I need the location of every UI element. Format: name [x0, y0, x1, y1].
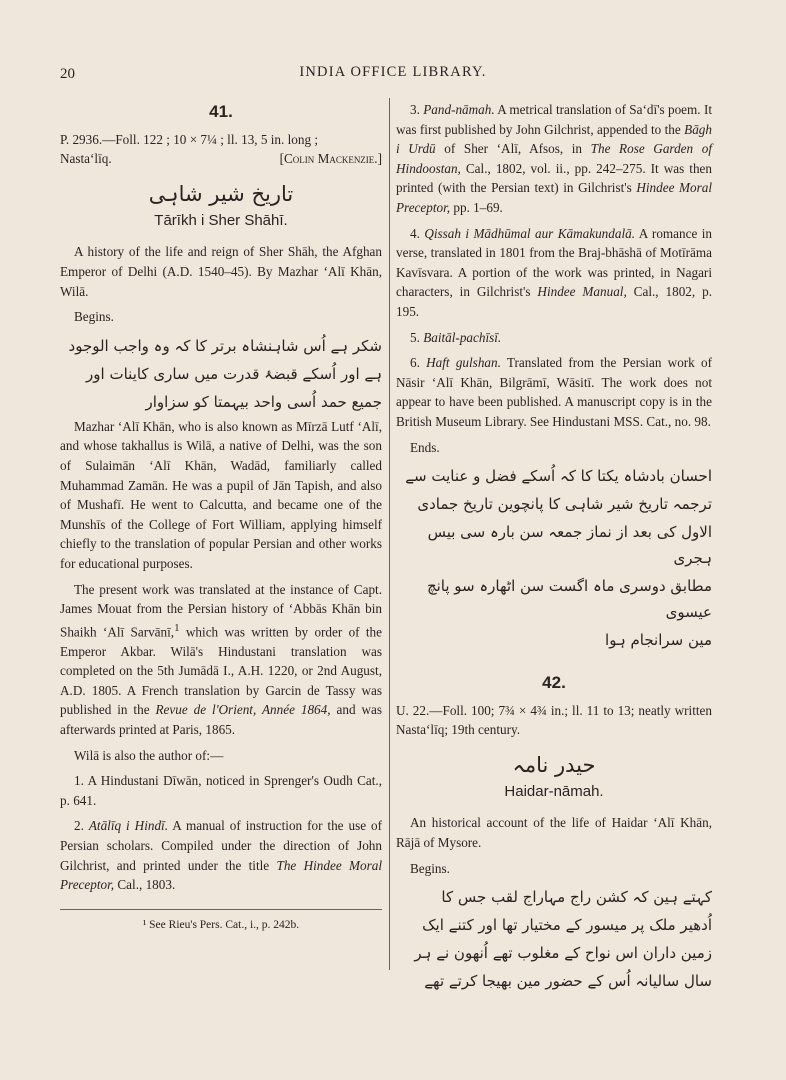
item5-num: 5.	[410, 329, 424, 345]
item6-title: Haft gulshan.	[426, 355, 501, 371]
column-divider	[389, 98, 390, 970]
item3-text3: Cal., 1802, vol. ii., pp. 242–275. It was then printed (with the Persian text) in Gilchrist's	[396, 160, 712, 196]
description-paragraph-42: An historical account of the life of Haidar ‘Alī Khān, Rājā of Mysore.	[396, 815, 712, 851]
urdu-begins-line-2: ہے اور اُسکے قبضۂ قدرت میں ساری کاینات اور	[86, 364, 382, 383]
item6-num: 6.	[410, 355, 427, 371]
footnote-rule	[60, 909, 382, 910]
urdu-ends-line-4: مطابق دوسری ماہ اگست سن اٹھارہ سو پانچ عیسوی	[426, 577, 712, 622]
begins-label: Begins.	[74, 309, 114, 325]
item3-title2: Bāgh i Urdū	[396, 121, 712, 157]
urdu-begins-42-line-4: سال سالیانہ اُس کے حضور مین بھیجا کرتے تھے	[424, 972, 712, 991]
item2-text2: Cal., 1803.	[114, 877, 176, 893]
work-item-1: 1. A Hindustani Dīwān, noticed in Sprenger's Oudh Cat., p. 641.	[60, 773, 382, 808]
urdu-begins-42-line-1: کہتے ہین کہ کشن راج مہاراج لقب جس کا	[441, 888, 712, 907]
urdu-title-41: تاریخ شیر شاہی	[148, 181, 294, 206]
urdu-begins-42-line-2: اُدھیر ملک پر میسور کے مختیار تھا اور کتنے ایک	[422, 916, 712, 935]
works-intro: Wilā is also the author of:—	[74, 747, 224, 763]
item2-text: A manual of instruction for the use of Persian scholars. Compiled under the direction of John Gilchrist, and printed under the title	[60, 818, 383, 873]
work-item-2	[60, 816, 382, 894]
ends-label: Ends.	[410, 439, 440, 455]
urdu-ends-line-1: احسان بادشاہ یکتا کا کہ اُسکے فضل و عنایت سے	[405, 467, 712, 486]
entry-number-42: 42.	[542, 673, 566, 693]
item4-title2: Hindee Manual,	[537, 284, 627, 300]
author-paragraph: Mazhar ‘Alī Khān, who is also known as Mīrzā Lutf ‘Alī, and whose takhallus is Wilā, a native of Delhi, was the son of Sulaimān ‘Alī Khān, Wadād, familiarly called Muhammad Zamān. He was a pupil of Jān Tapish, and also of Mushafī. He went to Calcutta, and became one of the Munshīs of the College of Fort William, applying himself chiefly to the translation of popular Persian and other works for educational purposes.	[60, 418, 382, 571]
item3-text: A metrical translation of Sa‘dī's poem. It was first published by John Gilchrist, appended to the	[396, 102, 712, 137]
item2-title: Atālīq i Hindī.	[88, 818, 169, 834]
item4-text2: Cal., 1802, p. 195.	[396, 284, 712, 319]
english-title-41: Tārīkh i Sher Shāhī.	[154, 211, 288, 229]
urdu-ends-line-2: ترجمہ تاریخ شیر شاہی کا پانچوین تاریخ جمادی	[417, 495, 712, 514]
item5-title: Baitāl-pachīsī.	[423, 329, 502, 345]
item4-num: 4.	[410, 225, 425, 241]
item3-text4: pp. 1–69.	[450, 199, 503, 215]
work-item-3	[396, 100, 712, 218]
shelfmark-line2	[60, 149, 382, 169]
urdu-begins-42-line-3: زمین داران اس نواح کے مغلوب تھے اُنھون نے ہر	[414, 944, 712, 963]
page-number: 20	[60, 66, 75, 82]
entry-number-41: 41.	[209, 102, 233, 121]
item2-title2: The Hindee Moral Preceptor,	[60, 857, 382, 893]
item3-num: 3.	[410, 102, 424, 117]
translation-text-a: The present work was translated at the instance of Capt. James Mouat from the Persian history of ‘Abbās Khān bin Shaikh ‘Alī Sarvānī,	[60, 581, 382, 640]
left-column	[60, 100, 382, 935]
work-item-6	[396, 353, 712, 431]
shelfmark-line1: P. 2936.—Foll. 122 ; 10 × 7¼ ; ll. 13, 5 in. long ;	[60, 131, 319, 147]
right-column	[396, 100, 712, 996]
item3-title3: The Rose Garden of Hindoostan,	[396, 141, 712, 176]
script-note: Nasta‘līq.	[60, 151, 112, 167]
translation-text-c: and was afterwards printed at Paris, 1865.	[60, 702, 382, 738]
item3-title4: Hindee Moral Preceptor,	[396, 180, 712, 215]
item3-text2: of Sher ‘Alī, Afsos, in	[435, 141, 591, 157]
collection-name: [Colin Mackenzie.]	[279, 151, 382, 167]
item3-title: Pand-nāmah.	[423, 102, 495, 117]
item6-text: Translated from the Persian work of Nāsir ‘Alī Khān, Bilgrāmī, Wāsitī. The work does not appear to have been published. A manuscript copy is in the British Museum Library. See Hindustani MSS. Cat., no. 98.	[396, 355, 713, 429]
revue-title: Revue de l'Orient, Année 1864,	[155, 702, 331, 718]
work-item-5	[396, 328, 712, 348]
translation-paragraph	[60, 580, 382, 740]
urdu-ends-line-5: مین سرانجام ہوا	[605, 631, 712, 650]
translation-text-b: which was written by order of the Emperor Akbar. Wilā's Hindustani translation was completed on the 5th Jumādā I., A.H. 1220, or 2nd August, A.D. 1805. A French translation by Garcin de Tassy was published in the	[60, 624, 382, 718]
running-title: INDIA OFFICE LIBRARY.	[299, 64, 487, 80]
item4-title: Qissah i Mādhūmal aur Kāmakundalā.	[424, 225, 636, 241]
english-title-42: Haidar-nāmah.	[504, 782, 604, 800]
description-paragraph: A history of the life and reign of Sher Shāh, the Afghan Emperor of Delhi (A.D. 1540–45). By Mazhar ‘Alī Khān, Wilā.	[60, 244, 382, 299]
begins-label-42: Begins.	[410, 860, 450, 876]
urdu-title-42: حیدر نامہ	[512, 752, 596, 777]
footnote-ref: 1	[174, 621, 180, 634]
shelfmark-42: U. 22.—Foll. 100; 7¾ × 4¾ in.; ll. 11 to 13; neatly written Nasta‘līq; 19th century.	[396, 702, 712, 738]
urdu-begins-line-3: جمیع حمد اُسی واحد بیہمتا کو سزاوار	[145, 392, 382, 411]
urdu-begins-line-1: شکر ہے اُس شاہنشاہ برتر کا کہ وہ واجب الوجود	[68, 336, 382, 355]
urdu-ends-line-3: الاول کی بعد از نماز جمعہ سن بارہ سی بیس ہجری	[427, 523, 712, 568]
item2-num: 2.	[74, 818, 89, 834]
footnote: ¹ See Rieu's Pers. Cat., i., p. 242b.	[142, 918, 300, 931]
shelfmark-41	[60, 130, 382, 169]
work-item-4	[396, 224, 712, 322]
item4-text: A romance in verse, translated in 1801 from the Braj-bhāshā of Motīrāma Kavīsvara. A portion of the work was printed, in Nagari characters, in Gilchrist's	[396, 225, 712, 300]
